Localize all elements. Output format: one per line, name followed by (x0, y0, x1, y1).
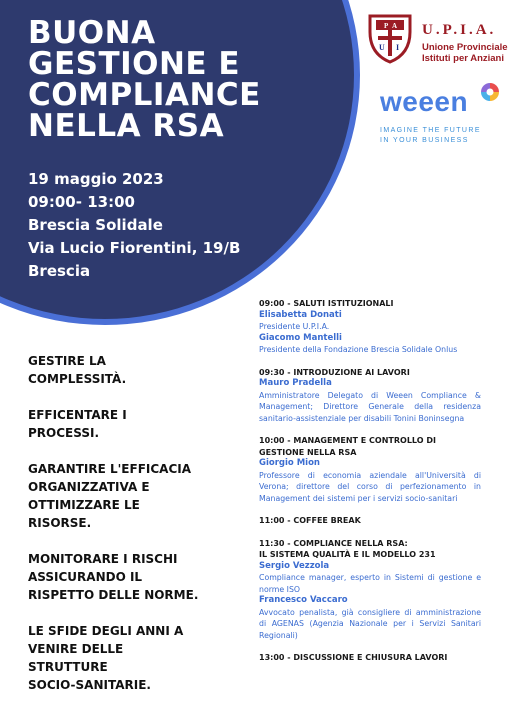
title-line: COMPLIANCE (28, 77, 261, 113)
upia-crest-icon (362, 10, 418, 66)
page-title (28, 15, 261, 144)
upia-subtitle-line: Unione Provinciale (422, 42, 508, 53)
agenda-slot-title: GESTIONE NELLA RSA (259, 447, 357, 457)
event-details (28, 168, 240, 283)
speaker-role: Compliance manager, esperto in Sistemi di gestione e norme ISO (259, 573, 481, 594)
title-line: GESTIONE E (28, 46, 241, 82)
event-date: 19 maggio 2023 (28, 170, 164, 188)
upia-name: U.P.I.A. (422, 22, 497, 38)
agenda (259, 298, 481, 675)
upia-subtitle-line: Istituti per Anziani (422, 53, 504, 64)
event-time: 09:00- 13:00 (28, 193, 135, 211)
speaker-role: Presidente della Fondazione Brescia Solidale Onlus (259, 345, 458, 354)
event-address: Via Lucio Fiorentini, 19/B (28, 239, 241, 257)
speaker-name: Giorgio Mion (259, 458, 320, 468)
goals-list (28, 352, 198, 712)
goal-line: GARANTIRE L'EFFICACIA (28, 462, 192, 476)
agenda-slot-title: 09:00 - SALUTI ISTITUZIONALI (259, 299, 394, 308)
weeen-logo-block (380, 80, 505, 150)
goal-line: GESTIRE LA (28, 354, 106, 368)
goal-line: COMPLESSITÀ. (28, 372, 127, 386)
goal-line: LE SFIDE DEGLI ANNI A (28, 624, 184, 638)
agenda-slot (259, 652, 481, 664)
goal-line: STRUTTURE (28, 660, 108, 674)
svg-text:A: A (392, 22, 398, 30)
svg-text:I: I (396, 43, 400, 52)
goal-item (28, 352, 198, 388)
speaker-name: Francesco Vaccaro (259, 595, 348, 605)
agenda-slot-title: 11:30 - COMPLIANCE NELLA RSA: (259, 538, 408, 548)
agenda-slot-title: 13:00 - DISCUSSIONE E CHIUSURA LAVORI (259, 653, 448, 662)
agenda-slot (259, 367, 481, 425)
event-venue: Brescia Solidale (28, 216, 163, 234)
svg-text:U: U (379, 43, 385, 52)
speaker-name: Sergio Vezzola (259, 560, 330, 571)
goal-line: ORGANIZZATIVA E (28, 480, 150, 494)
agenda-slot (259, 538, 481, 642)
goal-line: EFFICENTARE I (28, 408, 127, 422)
speaker-role: Presidente U.P.I.A. (259, 322, 330, 331)
agenda-slot (259, 298, 481, 356)
weeen-tagline (380, 126, 481, 146)
weeen-tagline-line: IMAGINE THE FUTURE (380, 127, 481, 134)
goal-line: RISPETTO DELLE NORME. (28, 588, 199, 602)
weeen-logo-icon (480, 82, 500, 102)
goal-line: SOCIO-SANITARIE. (28, 678, 151, 692)
speaker-name: Giacomo Mantelli (259, 332, 342, 343)
agenda-slot-title: IL SISTEMA QUALITÀ E IL MODELLO 231 (259, 550, 436, 559)
upia-logo-block (362, 10, 508, 68)
agenda-slot-title: 11:00 - COFFEE BREAK (259, 516, 361, 525)
goal-item (28, 550, 198, 604)
agenda-slot-title: 09:30 - INTRODUZIONE AI LAVORI (259, 367, 410, 377)
goal-item (28, 406, 198, 442)
weeen-tagline-line: IN YOUR BUSINESS (380, 137, 469, 144)
goal-line: MONITORARE I RISCHI (28, 552, 178, 566)
weeen-wordmark: weeen (380, 86, 469, 117)
speaker-role: Professore di economia aziendale all'Università di Verona; direttore del corso di perfezionamento in Management dei sistemi per i servizi socio-sanitari (259, 470, 481, 503)
speaker-role: Amministratore Delegato di Weeen Compliance & Management; Direttore Generale della residenza sanitario-assistenziale per disabili Tonini Boninsegna (259, 390, 481, 423)
title-line: BUONA (28, 15, 156, 51)
goal-line: VENIRE DELLE (28, 642, 124, 656)
speaker-name: Elisabetta Donati (259, 309, 342, 320)
speaker-role: Avvocato penalista, già consigliere di amministrazione di AGENAS (Agenzia Nazionale per i Servizi Sanitari Regionali) (259, 607, 481, 640)
agenda-slot (259, 435, 481, 504)
upia-subtitle (422, 42, 508, 64)
event-city: Brescia (28, 262, 91, 280)
goal-line: OTTIMIZZARE LE (28, 498, 140, 512)
title-line: NELLA RSA (28, 108, 225, 144)
svg-text:P: P (384, 22, 389, 30)
goal-line: RISORSE. (28, 516, 92, 530)
speaker-name: Mauro Pradella (259, 378, 332, 388)
goal-line: ASSICURANDO IL (28, 570, 143, 584)
goal-item (28, 622, 198, 694)
goal-line: PROCESSI. (28, 426, 100, 440)
goal-item (28, 460, 198, 532)
agenda-slot (259, 515, 481, 527)
agenda-slot-title: 10:00 - MANAGEMENT E CONTROLLO DI (259, 436, 436, 445)
